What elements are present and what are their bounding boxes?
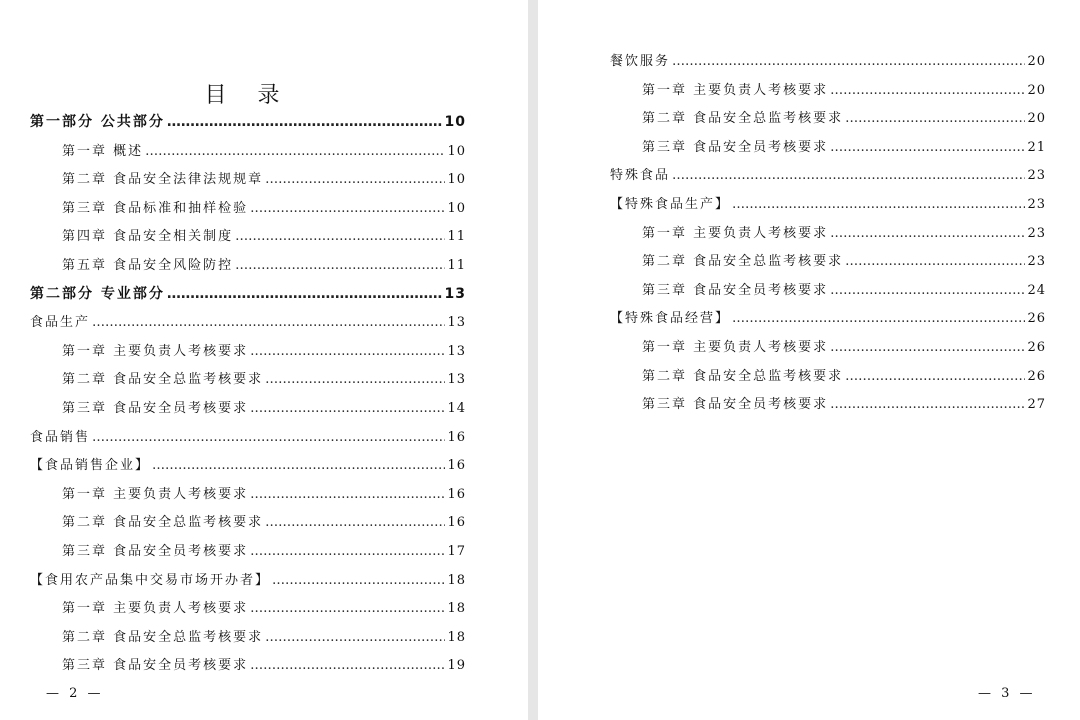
toc-entry[interactable] xyxy=(30,225,466,254)
toc-leader-dots xyxy=(830,226,1025,241)
toc-entry-page: 11 xyxy=(447,229,466,245)
toc-entry[interactable] xyxy=(30,454,466,483)
toc-entry-page: 17 xyxy=(447,543,466,559)
toc-entry-page: 23 xyxy=(1027,225,1046,241)
toc-entry-title: 第三章 食品安全员考核要求 xyxy=(62,400,249,416)
toc-entry-title: 第三章 食品安全员考核要求 xyxy=(642,397,829,413)
toc-entry[interactable] xyxy=(610,136,1046,165)
toc-entry[interactable] xyxy=(610,393,1046,422)
toc-entry-title: 第一章 主要负责人考核要求 xyxy=(642,225,829,241)
toc-title: 目 录 xyxy=(204,83,292,108)
document-page-left xyxy=(0,0,528,720)
toc-entry[interactable] xyxy=(30,540,466,569)
toc-leader-dots xyxy=(672,168,1025,183)
toc-entry[interactable] xyxy=(610,307,1046,336)
toc-entry-title: 第一章 主要负责人考核要求 xyxy=(62,486,249,502)
toc-entry-page: 19 xyxy=(447,658,466,674)
toc-entry-title: 第三章 食品安全员考核要求 xyxy=(62,658,249,674)
toc-entry-page: 16 xyxy=(447,429,466,445)
toc-entry-page: 24 xyxy=(1027,282,1046,298)
toc-entry-title: 第二章 食品安全总监考核要求 xyxy=(642,111,844,127)
toc-entry[interactable] xyxy=(30,368,466,397)
toc-entry-page: 10 xyxy=(447,200,466,216)
toc-leader-dots xyxy=(830,340,1025,355)
toc-entry[interactable] xyxy=(610,193,1046,222)
toc-entry-title: 第二章 食品安全总监考核要求 xyxy=(62,372,264,388)
toc-entry[interactable] xyxy=(610,250,1046,279)
toc-leader-dots xyxy=(250,487,445,502)
toc-leader-dots xyxy=(235,258,445,273)
toc-entry-title: 第二部分 专业部分 xyxy=(30,285,165,302)
toc-entry[interactable] xyxy=(30,254,466,283)
toc-leader-dots xyxy=(145,144,445,159)
toc-entry-page: 18 xyxy=(447,601,466,617)
toc-entry-title: 特殊食品 xyxy=(610,168,671,184)
toc-entry-page: 16 xyxy=(447,515,466,531)
toc-entry-title: 第三章 食品标准和抽样检验 xyxy=(62,200,249,216)
toc-entry-page: 20 xyxy=(1027,82,1046,98)
toc-entry-page: 14 xyxy=(447,400,466,416)
toc-entry-title: 第二章 食品安全法律法规规章 xyxy=(62,172,264,188)
toc-entry-page: 20 xyxy=(1027,54,1046,69)
toc-entry[interactable] xyxy=(30,397,466,426)
toc-entry[interactable] xyxy=(30,426,466,455)
toc-entry-title: 第一部分 公共部分 xyxy=(30,114,165,130)
page-number-left: — 2 — xyxy=(46,686,104,701)
toc-entry-page: 13 xyxy=(447,372,466,388)
toc-entry-page: 23 xyxy=(1027,254,1046,270)
toc-leader-dots xyxy=(672,54,1025,69)
toc-leader-dots xyxy=(250,401,445,416)
toc-entry-title: 【食用农产品集中交易市场开办者】 xyxy=(30,572,271,588)
toc-entry-title: 第五章 食品安全风险防控 xyxy=(62,257,234,273)
toc-entry-title: 第一章 概述 xyxy=(62,143,144,159)
toc-leader-dots xyxy=(732,311,1025,326)
toc-leader-dots xyxy=(265,630,445,645)
toc-entry-page: 23 xyxy=(1027,196,1046,212)
toc-leader-dots xyxy=(265,172,445,187)
toc-leader-dots xyxy=(830,397,1025,412)
toc-leader-dots xyxy=(732,197,1025,212)
toc-entry-title: 食品生产 xyxy=(30,315,91,331)
toc-entry[interactable] xyxy=(30,168,466,197)
toc-entry-page: 16 xyxy=(447,486,466,502)
toc-entry-page: 27 xyxy=(1027,397,1046,413)
toc-list-left xyxy=(30,111,466,683)
toc-entry-title: 第一章 主要负责人考核要求 xyxy=(62,343,249,359)
toc-entry-page: 21 xyxy=(1027,139,1046,155)
toc-entry-title: 第三章 食品安全员考核要求 xyxy=(62,543,249,559)
toc-entry[interactable] xyxy=(30,283,466,312)
toc-entry-page: 26 xyxy=(1027,368,1046,384)
toc-entry[interactable] xyxy=(610,50,1046,79)
toc-leader-dots xyxy=(92,315,445,330)
toc-leader-dots xyxy=(250,344,445,359)
toc-entry-title: 第一章 主要负责人考核要求 xyxy=(62,601,249,617)
toc-entry[interactable] xyxy=(30,654,466,683)
toc-entry-page: 10 xyxy=(444,114,466,130)
toc-entry-title: 第四章 食品安全相关制度 xyxy=(62,229,234,245)
toc-leader-dots xyxy=(830,140,1025,155)
toc-leader-dots xyxy=(845,111,1025,126)
toc-entry-page: 13 xyxy=(447,343,466,359)
toc-entry-title: 第二章 食品安全总监考核要求 xyxy=(642,368,844,384)
toc-leader-dots xyxy=(250,544,445,559)
toc-entry-title: 第二章 食品安全总监考核要求 xyxy=(62,515,264,531)
toc-list-right xyxy=(610,50,1046,422)
toc-leader-dots xyxy=(250,201,445,216)
toc-leader-dots xyxy=(830,83,1025,98)
toc-entry[interactable] xyxy=(610,336,1046,365)
toc-entry-title: 【特殊食品生产】 xyxy=(610,196,731,212)
toc-entry-title: 第三章 食品安全员考核要求 xyxy=(642,139,829,155)
toc-leader-dots xyxy=(167,286,443,302)
toc-leader-dots xyxy=(265,515,445,530)
toc-entry[interactable] xyxy=(30,111,466,140)
toc-entry[interactable] xyxy=(30,197,466,226)
toc-entry[interactable] xyxy=(30,511,466,540)
toc-entry-page: 26 xyxy=(1027,311,1046,327)
toc-entry-page: 16 xyxy=(447,458,466,474)
toc-leader-dots xyxy=(265,372,445,387)
toc-entry-title: 第二章 食品安全总监考核要求 xyxy=(62,629,264,645)
toc-entry-title: 第三章 食品安全员考核要求 xyxy=(642,282,829,298)
toc-entry-page: 20 xyxy=(1027,111,1046,127)
toc-entry[interactable] xyxy=(30,140,466,169)
toc-leader-dots xyxy=(845,369,1025,384)
toc-entry[interactable] xyxy=(610,222,1046,251)
toc-leader-dots xyxy=(250,601,445,616)
toc-entry-page: 11 xyxy=(447,257,466,273)
toc-entry[interactable] xyxy=(30,626,466,655)
toc-entry-title: 第一章 主要负责人考核要求 xyxy=(642,339,829,355)
toc-entry-title: 第二章 食品安全总监考核要求 xyxy=(642,254,844,270)
toc-entry-page: 26 xyxy=(1027,339,1046,355)
toc-entry-page: 23 xyxy=(1027,168,1046,184)
toc-leader-dots xyxy=(92,430,445,445)
toc-entry-title: 【食品销售企业】 xyxy=(30,458,151,474)
page-number-right: — 3 — xyxy=(978,686,1036,701)
toc-entry[interactable] xyxy=(30,597,466,626)
toc-entry[interactable] xyxy=(610,164,1046,193)
toc-leader-dots xyxy=(272,573,445,588)
toc-entry-page: 10 xyxy=(447,172,466,188)
toc-entry-title: 餐饮服务 xyxy=(610,54,671,69)
toc-leader-dots xyxy=(250,658,445,673)
toc-entry[interactable] xyxy=(610,79,1046,108)
toc-entry-page: 13 xyxy=(444,285,466,302)
toc-entry[interactable] xyxy=(610,107,1046,136)
document-page-right xyxy=(538,0,1080,720)
toc-leader-dots xyxy=(845,254,1025,269)
toc-entry-page: 18 xyxy=(447,572,466,588)
toc-leader-dots xyxy=(152,458,445,473)
toc-entry[interactable] xyxy=(30,483,466,512)
toc-entry-title: 食品销售 xyxy=(30,429,91,445)
toc-entry-title: 【特殊食品经营】 xyxy=(610,311,731,327)
toc-entry[interactable] xyxy=(610,279,1046,308)
toc-entry[interactable] xyxy=(30,340,466,369)
toc-leader-dots xyxy=(830,283,1025,298)
toc-leader-dots xyxy=(167,114,443,130)
toc-entry-page: 10 xyxy=(447,143,466,159)
toc-entry[interactable] xyxy=(30,311,466,340)
toc-entry-page: 18 xyxy=(447,629,466,645)
toc-entry-title: 第一章 主要负责人考核要求 xyxy=(642,82,829,98)
toc-entry-page: 13 xyxy=(447,315,466,331)
toc-leader-dots xyxy=(235,229,445,244)
toc-entry[interactable] xyxy=(610,365,1046,394)
toc-entry[interactable] xyxy=(30,569,466,598)
